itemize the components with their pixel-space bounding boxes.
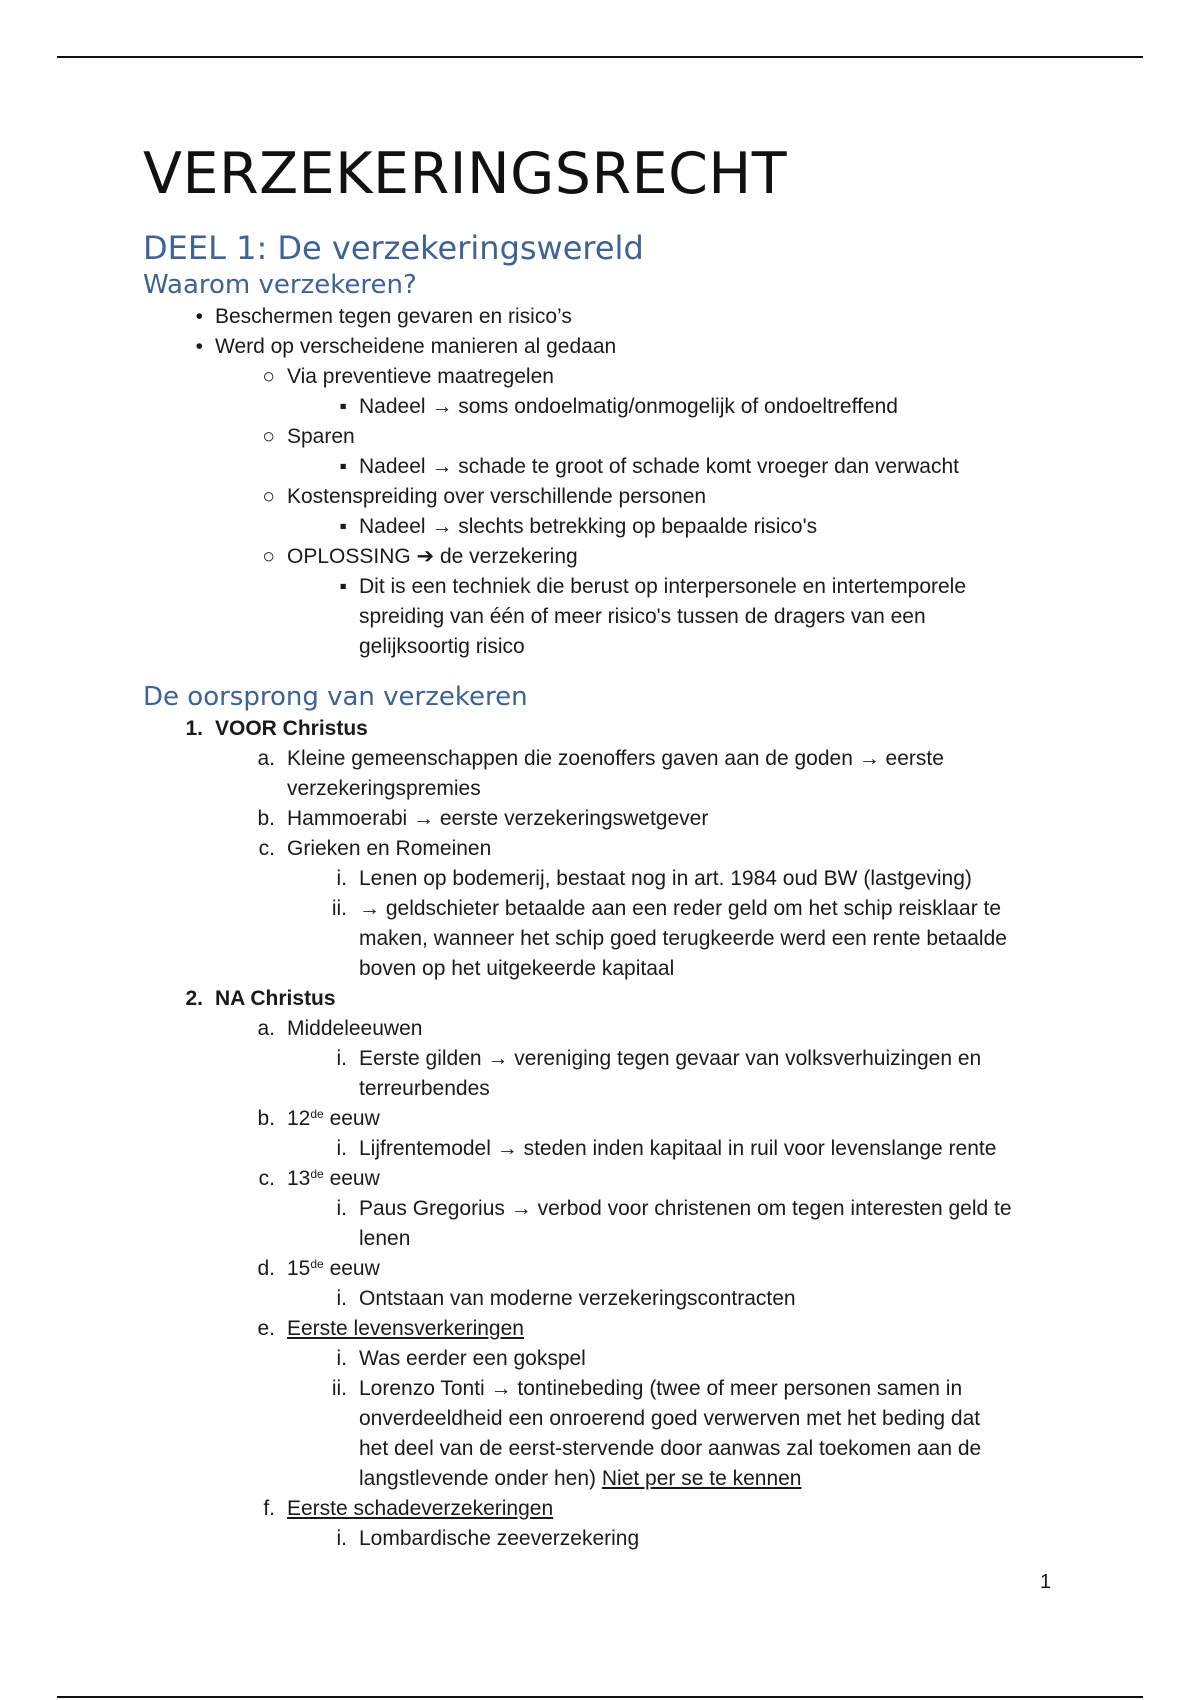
list-item: ▪ Nadeel → slechts betrekking op bepaalde risico's: [143, 512, 1083, 542]
list-item: c. Grieken en Romeinen: [258, 837, 492, 860]
list-item: i. Paus Gregorius → verbod voor christenen om tegen interesten geld te: [336, 1197, 1012, 1220]
list-item-continuation: langstlevende onder hen) Niet per se te kennen: [359, 1467, 802, 1490]
list-item-continuation: lenen: [359, 1227, 411, 1250]
bullet-disc-icon: •: [195, 335, 203, 358]
bullet-circle-icon: ○: [262, 545, 275, 568]
list-item: a. Kleine gemeenschappen die zoenoffers gaven aan de goden → eerste: [257, 747, 944, 770]
list-item: ○ Kostenspreiding over verschillende personen: [143, 482, 1083, 512]
list-item: i. Was eerder een gokspel: [336, 1347, 586, 1370]
page-number: 1: [1040, 1571, 1052, 1593]
bullet-square-icon: ▪: [339, 395, 347, 418]
list-item: i. Eerste gilden → vereniging tegen gevaar van volksverhuizingen en: [336, 1047, 982, 1070]
header-rule: [57, 56, 1143, 58]
numbered-item: 2. NA Christus: [185, 987, 336, 1010]
list-item-continuation: gelijksoortig risico: [359, 635, 525, 658]
bullet-square-icon: ▪: [339, 575, 347, 598]
list-item: ii. Lorenzo Tonti → tontinebeding (twee of meer personen samen in: [331, 1377, 963, 1400]
list-item-continuation: boven op het uitgekeerde kapitaal: [359, 957, 675, 980]
list-item: • Beschermen tegen gevaren en risico’s: [143, 302, 1083, 332]
bullet-circle-icon: ○: [262, 425, 275, 448]
document-page: [143, 138, 1083, 1554]
section-heading-waarom: Waarom verzekeren?: [143, 270, 417, 300]
list-item: d. 15de eeuw: [257, 1257, 380, 1280]
list-item-continuation: spreiding van één of meer risico's tussen de dragers van een: [359, 605, 926, 628]
list-item: i. Lijfrentemodel → steden inden kapitaal in ruil voor levenslange rente: [336, 1137, 997, 1160]
bullet-square-icon: ▪: [339, 455, 347, 478]
list-item: • Werd op verscheidene manieren al gedaan: [143, 332, 1083, 362]
bullet-circle-icon: ○: [262, 485, 275, 508]
list-item: ▪ Dit is een techniek die berust op interpersonele en intertemporele: [143, 572, 1083, 602]
section-heading-oorsprong: De oorsprong van verzekeren: [143, 682, 528, 712]
bullet-square-icon: ▪: [339, 515, 347, 538]
footer-rule: [57, 1696, 1143, 1698]
list-item: ▪ Nadeel → soms ondoelmatig/onmogelijk of ondoeltreffend: [143, 392, 1083, 422]
list-item: ▪ Nadeel → schade te groot of schade komt vroeger dan verwacht: [143, 452, 1083, 482]
list-item-continuation: verzekeringspremies: [287, 777, 481, 800]
list-item: i. Lombardische zeeverzekering: [336, 1527, 640, 1550]
document-title: VERZEKERINGSRECHT: [143, 141, 788, 207]
list-item-continuation: terreurbendes: [359, 1077, 490, 1100]
list-item: ○ Sparen: [143, 422, 1083, 452]
bullet-disc-icon: •: [195, 305, 203, 328]
list-item: a. Middeleeuwen: [257, 1017, 423, 1040]
list-item: b. 12de eeuw: [257, 1107, 380, 1130]
bullet-circle-icon: ○: [262, 365, 275, 388]
list-item: c. 13de eeuw: [258, 1167, 380, 1190]
list-item: ii. → geldschieter betaalde aan een reder geld om het schip reisklaar te: [331, 897, 1002, 920]
list-item: ○ Via preventieve maatregelen: [143, 362, 1083, 392]
list-item: f. Eerste schadeverzekeringen: [263, 1497, 554, 1520]
numbered-item: 1. VOOR Christus: [185, 717, 368, 740]
list-item: b. Hammoerabi → eerste verzekeringswetgever: [257, 807, 709, 830]
list-item: e. Eerste levensverkeringen: [257, 1317, 524, 1340]
list-item-continuation: onverdeeldheid een onroerend goed verwerven met het beding dat: [359, 1407, 981, 1430]
list-item: i. Ontstaan van moderne verzekeringscontracten: [336, 1287, 796, 1310]
list-item-continuation: maken, wanneer het schip goed terugkeerde werd een rente betaalde: [359, 927, 1007, 950]
part-heading: DEEL 1: De verzekeringswereld: [143, 229, 644, 267]
list-item: i. Lenen op bodemerij, bestaat nog in art. 1984 oud BW (lastgeving): [336, 867, 972, 890]
list-item-continuation: het deel van de eerst-stervende door aanwas zal toekomen aan de: [359, 1437, 982, 1460]
list-item: ○ OPLOSSING ➔ de verzekering: [143, 542, 1083, 572]
